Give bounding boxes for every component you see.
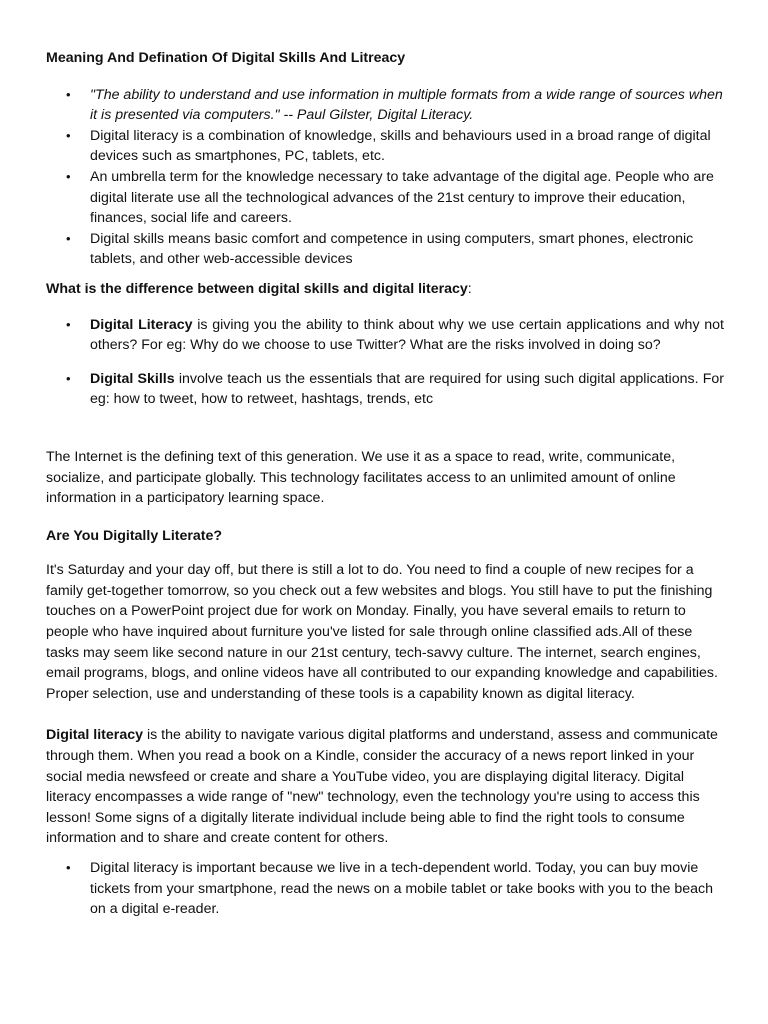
bullet-icon: • xyxy=(66,316,71,332)
term-digital-skills: Digital Skills xyxy=(90,370,175,387)
list-item xyxy=(46,229,724,270)
list-item xyxy=(46,85,724,126)
list-item xyxy=(46,315,724,356)
definition-paragraph xyxy=(46,725,724,849)
section-heading-difference xyxy=(46,279,724,300)
meaning-bullet-list xyxy=(46,85,724,270)
list-item xyxy=(46,858,724,920)
saturday-paragraph: It's Saturday and your day off, but there is still a lot to do. You need to find a couple of new recipes for a family get-together tomorrow, so you check out a few websites and blogs. You still have to put the finishing touches on a PowerPoint project due for work on Monday. Finally, you have several emails to return to people who have inquired about furniture you've listed for sale through online classified ads.All of these tasks may seem like second nature in our 21st century, tech-savvy culture. The internet, search engines, email programs, blogs, and online videos have all contributed to our expanding knowledge and capabilities. Proper selection, use and understanding of these tools is a capability known as digital literacy. xyxy=(46,562,718,702)
bullet-icon: • xyxy=(66,168,71,184)
bullet-icon: • xyxy=(66,86,71,102)
difference-bullet-list xyxy=(46,315,724,410)
list-item-text: An umbrella term for the knowledge necessary to take advantage of the digital age. People who are digital literate use all the technological advances of the 21st century to improve their education, finances, social life and careers. xyxy=(90,168,714,227)
term-digital-literacy-definition: Digital literacy xyxy=(46,727,143,744)
bullet-icon: • xyxy=(66,860,71,875)
final-bullet-list xyxy=(46,858,724,920)
list-item-text: Digital literacy is a combination of knowledge, skills and behaviours used in a broad range of digital devices such as smartphones, PC, tablets, etc. xyxy=(90,127,711,165)
list-item xyxy=(46,167,724,229)
section-heading-are-you-literate: Are You Digitally Literate? xyxy=(46,527,223,544)
list-item-text: Digital skills means basic comfort and competence in using computers, smart phones, electronic tablets, and other web-accessible devices xyxy=(90,230,694,268)
definition-text: is the ability to navigate various digital platforms and understand, assess and communicate through them. When you read a book on a Kindle, consider the accuracy of a news report linked in your social media newsfeed or create and share a YouTube video, you are displaying digital literacy. Digital literacy encompasses a wide range of "new" technology, even the technology you're using to access this lesson! Some signs of a digitally literate individual include being able to find the right tools to consume information and to share and create content for others. xyxy=(46,727,718,847)
heading-colon: : xyxy=(467,280,472,297)
term-digital-literacy: Digital Literacy xyxy=(90,316,193,333)
list-item-text: involve teach us the essentials that are required for using such digital applications. For eg: how to tweet, how to retweet, hashtags, trends, etc xyxy=(90,370,724,408)
list-item xyxy=(46,369,724,410)
list-item xyxy=(46,126,724,167)
list-item-text: Digital literacy is important because we live in a tech-dependent world. Today, you can buy movie tickets from your smartphone, read the news on a mobile tablet or take books with you to the beach on a digital e-reader. xyxy=(90,860,714,918)
document-page xyxy=(46,48,724,920)
section-heading-meaning: Meaning And Defination Of Digital Skills And Litreacy xyxy=(46,50,406,66)
list-item-text: is giving you the ability to think about why we use certain applications and why not others? For eg: Why do we choose to use Twitter? What are the risks involved in doing so? xyxy=(90,316,724,354)
internet-paragraph: The Internet is the defining text of this generation. We use it as a space to read, write, communicate, socialize, and participate globally. This technology facilitates access to an unlimited amount of online information in a participatory learning space. xyxy=(46,448,676,507)
quote-text: "The ability to understand and use information in multiple formats from a wide range of sources when it is presented via computers." -- Paul Gilster, Digital Literacy. xyxy=(90,86,723,124)
bullet-icon: • xyxy=(66,370,71,386)
bullet-icon: • xyxy=(66,127,71,143)
bullet-icon: • xyxy=(66,230,71,246)
heading-text: What is the difference between digital skills and digital literacy xyxy=(46,280,468,297)
